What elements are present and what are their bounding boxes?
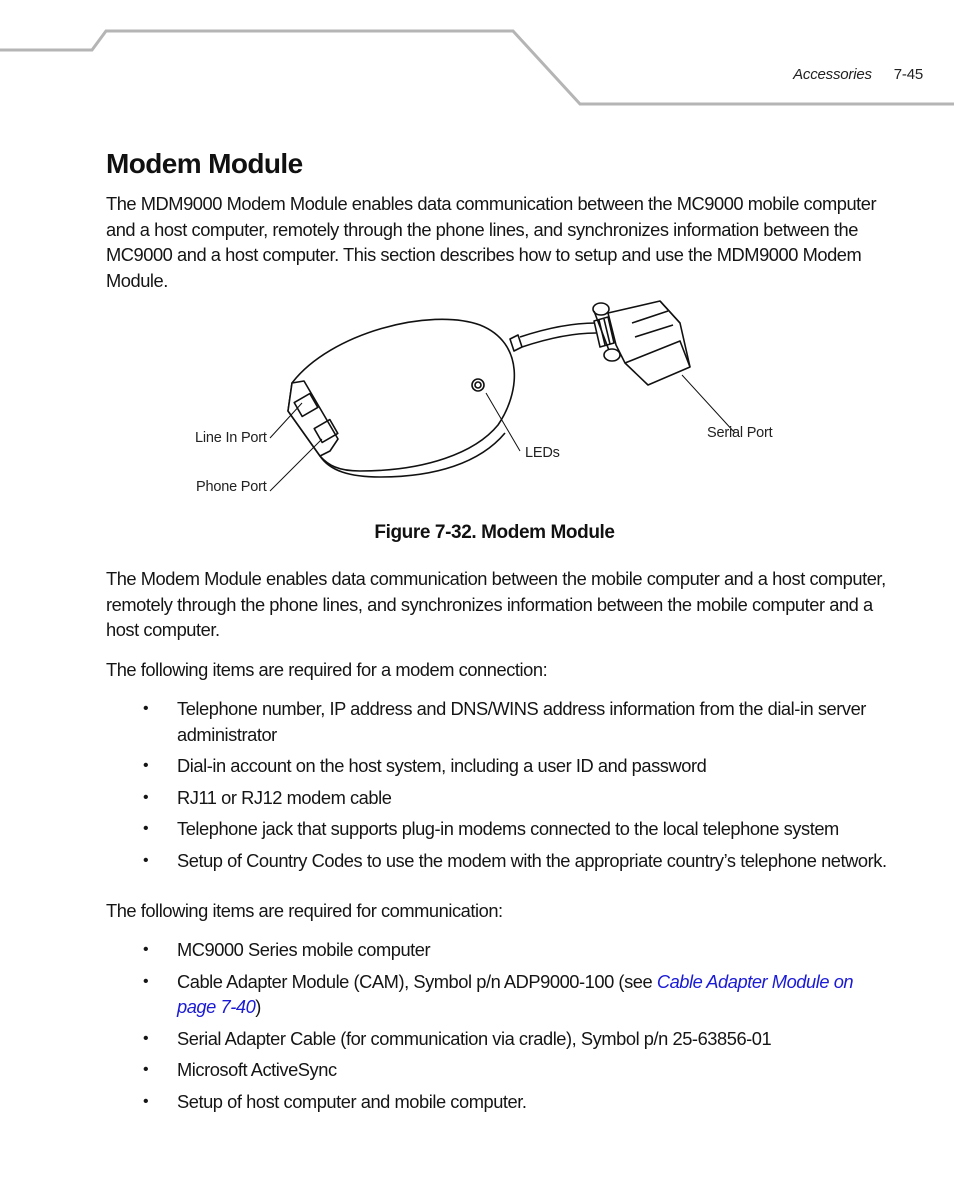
bullet-icon: • bbox=[143, 788, 149, 806]
phone-port-label: Phone Port bbox=[196, 479, 267, 495]
bullet-icon: • bbox=[143, 700, 149, 717]
list-item: • Telephone jack that supports plug-in modems connected to the local telephone system bbox=[0, 816, 897, 842]
serial-port-label: Serial Port bbox=[707, 425, 773, 441]
header-page-number: 7-45 bbox=[893, 66, 923, 83]
page-title: Modem Module bbox=[106, 148, 303, 179]
list-item: • Cable Adapter Module (CAM), Symbol p/n ADP9000-100 (see Cable Adapter Module on page 7-40) bbox=[143, 970, 854, 1017]
bullet-icon: • bbox=[143, 1029, 149, 1047]
figure-caption: Figure 7-32. Modem Module bbox=[374, 522, 615, 543]
running-header bbox=[793, 66, 923, 83]
bullet-icon: • bbox=[143, 1061, 149, 1078]
list-item: • Serial Adapter Cable (for communication via cradle), Symbol p/n 25-63856-01 bbox=[0, 1026, 897, 1052]
list-item: • RJ11 or RJ12 modem cable bbox=[0, 785, 897, 811]
modem-requirements-list bbox=[0, 696, 897, 873]
bullet-icon: • bbox=[143, 941, 149, 958]
header-section-name: Accessories bbox=[793, 66, 872, 83]
communication-requirements-intro: The following items are required for communication: bbox=[106, 900, 503, 921]
list-item: • Microsoft ActiveSync bbox=[0, 1057, 897, 1083]
list-item: • Dial-in account on the host system, including a user ID and password bbox=[0, 753, 897, 779]
leds-label: LEDs bbox=[525, 445, 560, 461]
line-in-port-label: Line In Port bbox=[195, 430, 267, 446]
bullet-icon: • bbox=[143, 972, 149, 990]
intro-paragraph: The MDM9000 Modem Module enables data communication between the MC9000 mobile computer and a host computer, remotely through the phone lines, and synchronizes information between the MC9000 and a host computer. This section describes how to setup and use the MDM9000 Modem Module. bbox=[106, 193, 877, 291]
list-item: • Setup of host computer and mobile computer. bbox=[0, 1089, 897, 1115]
list-item: • MC9000 Series mobile computer bbox=[0, 937, 897, 963]
list-item: • Setup of Country Codes to use the modem with the appropriate country’s telephone network. bbox=[0, 848, 897, 874]
communication-requirements-list bbox=[0, 937, 897, 1114]
bullet-icon: • bbox=[143, 820, 149, 837]
list-item: • Telephone number, IP address and DNS/WINS address information from the dial-in server administrator bbox=[143, 698, 866, 745]
header-tab-rule bbox=[0, 0, 954, 110]
modem-module-figure bbox=[180, 293, 800, 503]
modem-module-illustration bbox=[180, 293, 800, 503]
bullet-icon: • bbox=[143, 1092, 149, 1110]
cable-adapter-module-link[interactable]: Cable Adapter Module on page 7-40 bbox=[177, 970, 854, 1017]
bullet-icon: • bbox=[143, 757, 149, 774]
description-paragraph: The Modem Module enables data communication between the mobile computer and a host computer, remotely through the phone lines, and synchronizes information between the mobile computer and a host computer. bbox=[106, 568, 886, 640]
modem-requirements-intro: The following items are required for a modem connection: bbox=[106, 659, 548, 680]
bullet-icon: • bbox=[143, 851, 149, 869]
